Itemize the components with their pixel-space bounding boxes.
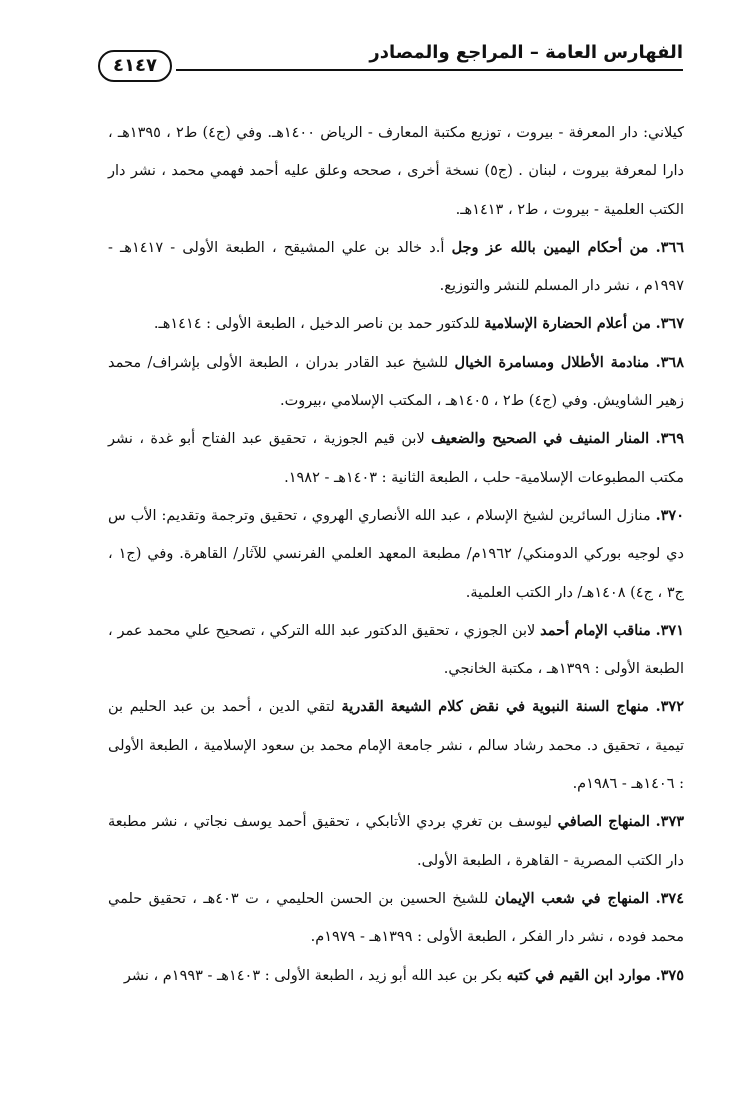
page-header bbox=[98, 40, 683, 84]
reference-entry bbox=[108, 880, 684, 957]
entry-number: ٣٧٢. bbox=[655, 698, 684, 716]
reference-entry bbox=[108, 305, 684, 343]
entry-title: المنهاج في شعب الإيمان bbox=[494, 889, 650, 907]
entry-number: ٣٦٨. bbox=[655, 353, 684, 371]
entry-number: ٣٧١. bbox=[655, 621, 685, 639]
entry-number: ٣٧٥. bbox=[655, 966, 684, 984]
entry-number: ٣٧٠. bbox=[655, 506, 684, 524]
entry-title: مناقب الإمام أحمد bbox=[540, 621, 651, 639]
entry-number: ٣٦٧. bbox=[655, 315, 684, 333]
entry-title: منادمة الأطلال ومسامرة الخيال bbox=[454, 353, 650, 371]
entry-title: من أعلام الحضارة الإسلامية bbox=[484, 315, 651, 333]
entry-text: كيلاني: دار المعرفة - بيروت ، توزيع مكتبة المعارف - الرياض ١٤٠٠هـ. وفي (ج٤) ط٢ ، ١٣٩٥هـ ، دارا لمعرفة بيروت ، لبنان . (ج٥) نسخة أخرى ، صححه وعلق عليه أحمد فهمي محمد ، نشر دار الكتب العلمية - بيروت ، ط٢ ، ١٤١٣هـ. bbox=[108, 125, 685, 218]
entry-title: من أحكام اليمين بالله عز وجل bbox=[451, 238, 649, 256]
entry-title: منهاج السنة النبوية في نقض كلام الشيعة القدرية bbox=[341, 698, 649, 716]
entry-text: منازل السائرين لشيخ الإسلام ، عبد الله الأنصاري الهروي ، تحقيق وترجمة وتقديم: الأب س دي لوجيه بوركي الدومنكي/ ١٩٦٢م/ مطبعة المعهد العلمي الفرنسي للآثار/ القاهرة. وفي (ج١ ، ج٣ ، ج٤) ١٤٠٨هـ/ دار الكتب العلمية. bbox=[108, 507, 684, 601]
reference-entry bbox=[108, 114, 684, 229]
page-number: ٤١٤٧ bbox=[98, 50, 172, 82]
entry-text: للشيخ الحسين بن الحسن الحليمي ، ت ٤٠٣هـ ، تحقيق حلمي محمد فوده ، نشر دار الفكر ، الطبعة الأولى : ١٣٩٩هـ - ١٩٧٩م. bbox=[108, 890, 684, 946]
header-title: الفهارس العامة – المراجع والمصادر bbox=[369, 42, 683, 63]
references-list bbox=[108, 114, 684, 995]
entry-text: للشيخ عبد القادر بدران ، الطبعة الأولى بإشراف/ محمد زهير الشاويش. وفي (ج٤) ط٢ ، ١٤٠٥هـ ، المكتب الإسلامي ،بيروت. bbox=[108, 354, 684, 410]
reference-entry bbox=[108, 803, 684, 880]
entry-title: المنار المنيف في الصحيح والضعيف bbox=[431, 430, 650, 448]
entry-number: ٣٦٩. bbox=[655, 430, 685, 448]
entry-title: موارد ابن القيم في كتبه bbox=[506, 966, 651, 984]
reference-entry bbox=[108, 344, 684, 421]
reference-entry bbox=[108, 229, 684, 306]
entry-text: ليوسف بن تغري بردي الأتابكي ، تحقيق أحمد يوسف نجاتي ، نشر مطبعة دار الكتب المصرية - القاهرة ، الطبعة الأولى. bbox=[108, 814, 684, 869]
reference-entry bbox=[108, 420, 684, 497]
reference-entry bbox=[108, 957, 684, 995]
entry-text: لابن الجوزي ، تحقيق الدكتور عبد الله التركي ، تصحيح علي محمد عمر ، الطبعة الأولى : ١٣٩٩هـ ، مكتبة الخانجي. bbox=[108, 622, 684, 678]
entry-text: للدكتور حمد بن ناصر الدخيل ، الطبعة الأولى : ١٤١٤هـ. bbox=[153, 316, 480, 333]
entry-number: ٣٧٤. bbox=[655, 889, 684, 907]
reference-entry bbox=[108, 612, 684, 689]
entry-number: ٣٦٦. bbox=[655, 238, 685, 256]
header-rule bbox=[176, 69, 683, 71]
entry-text: لتقي الدين ، أحمد بن عبد الحليم بن تيمية ، تحقيق د. محمد رشاد سالم ، نشر جامعة الإمام محمد بن سعود الإسلامية ، الطبعة الأولى : ١٤٠٦هـ - ١٩٨٦م. bbox=[108, 699, 684, 793]
entry-text: بكر بن عبد الله أبو زيد ، الطبعة الأولى : ١٤٠٣هـ - ١٩٩٣م ، نشر bbox=[123, 967, 503, 984]
entry-title: المنهاج الصافي bbox=[557, 813, 650, 831]
reference-entry bbox=[108, 688, 684, 803]
entry-number: ٣٧٣. bbox=[655, 813, 685, 831]
entry-text: أ.د خالد بن علي المشيقح ، الطبعة الأولى - ١٤١٧هـ - ١٩٩٧م ، نشر دار المسلم للنشر والتوزيع. bbox=[108, 239, 684, 295]
reference-entry bbox=[108, 497, 684, 612]
entry-text: لابن قيم الجوزية ، تحقيق عبد الفتاح أبو غدة ، نشر مكتب المطبوعات الإسلامية- حلب ، الطبعة الثانية : ١٤٠٣هـ - ١٩٨٢. bbox=[108, 431, 684, 486]
